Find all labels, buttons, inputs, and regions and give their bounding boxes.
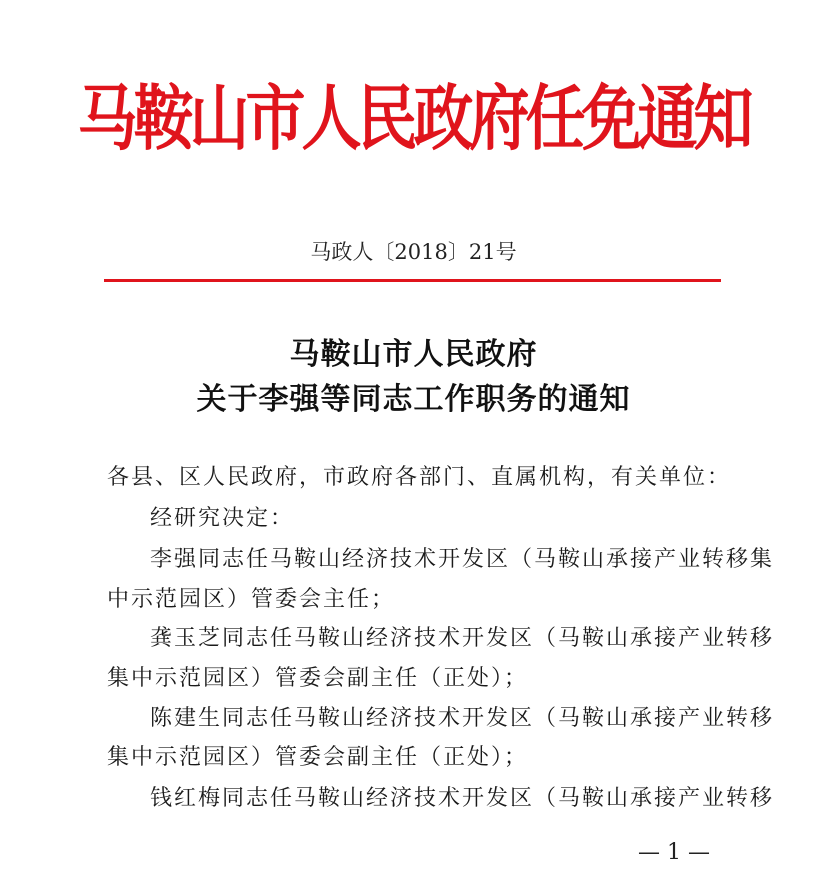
appointment-2-line-2: 集中示范园区）管委会副主任（正处）； bbox=[107, 666, 529, 691]
page-number: — 1 — bbox=[638, 840, 710, 865]
red-masthead: 马鞍山市人民政府任免通知 bbox=[77, 77, 750, 161]
appointment-3-line-1: 陈建生同志任马鞍山经济技术开发区（马鞍山承接产业转移 bbox=[150, 706, 775, 731]
document-number: 马政人〔2018〕21号 bbox=[310, 240, 517, 264]
decision-line: 经研究决定： bbox=[150, 506, 295, 531]
appointment-2-line-1: 龚玉芝同志任马鞍山经济技术开发区（马鞍山承接产业转移 bbox=[150, 626, 775, 651]
appointment-1-line-2: 中示范园区）管委会主任； bbox=[107, 587, 396, 612]
appointment-1-line-1: 李强同志任马鞍山经济技术开发区（马鞍山承接产业转移集 bbox=[150, 547, 775, 572]
red-separator-line bbox=[104, 279, 721, 282]
appointment-4-line-1: 钱红梅同志任马鞍山经济技术开发区（马鞍山承接产业转移 bbox=[150, 786, 775, 811]
appointment-3-line-2: 集中示范园区）管委会副主任（正处）； bbox=[107, 745, 529, 770]
salutation: 各县、区人民政府，市政府各部门、直属机构，有关单位： bbox=[107, 465, 732, 490]
title-subject: 关于李强等同志工作职务的通知 bbox=[196, 382, 631, 417]
title-issuer: 马鞍山市人民政府 bbox=[289, 337, 538, 372]
